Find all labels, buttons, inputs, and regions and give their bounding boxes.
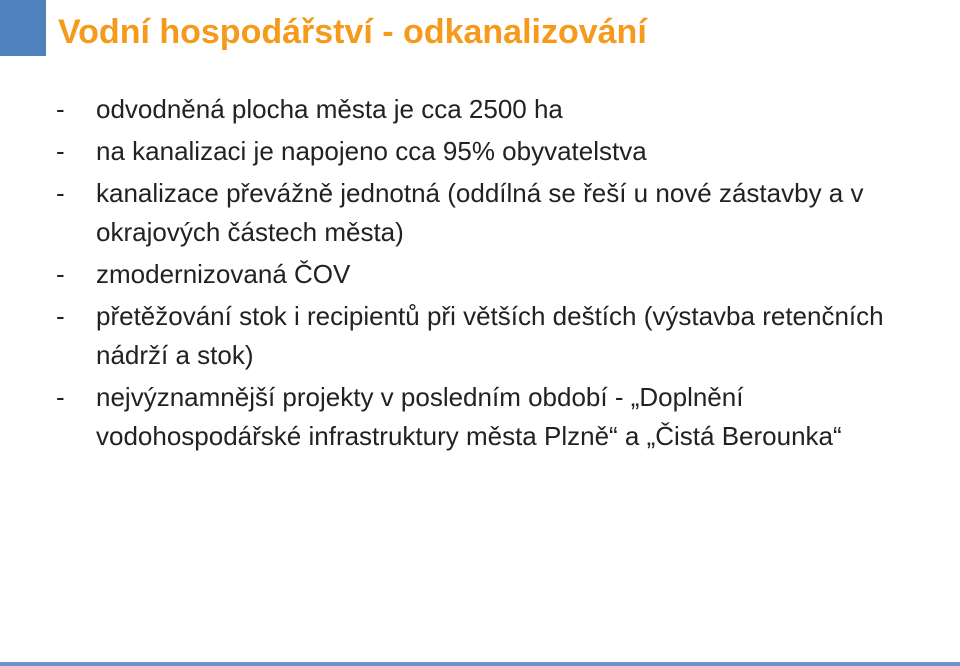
footer-bar <box>0 662 960 666</box>
bullet-dash: - <box>56 259 65 289</box>
bullet-text: zmodernizovaná ČOV <box>96 259 351 289</box>
bullet-item <box>56 378 936 456</box>
bullet-dash: - <box>56 382 65 412</box>
bullet-dash: - <box>56 178 65 208</box>
bullet-item <box>56 174 936 252</box>
bullet-dash: - <box>56 94 65 124</box>
bullet-text: na kanalizaci je napojeno cca 95% obyvatelstva <box>96 136 647 166</box>
bullet-text: odvodněná plocha města je cca 2500 ha <box>96 94 563 124</box>
bullet-item <box>56 132 936 171</box>
bullet-dash: - <box>56 136 65 166</box>
bullet-item <box>56 90 936 129</box>
accent-square <box>0 0 46 56</box>
bullet-text: kanalizace převážně jednotná (oddílná se řeší u nové zástavby a v okrajových částech města) <box>96 178 864 247</box>
bullet-dash: - <box>56 301 65 331</box>
bullet-item <box>56 255 936 294</box>
bullet-item <box>56 297 936 375</box>
slide-title: Vodní hospodářství - odkanalizování <box>58 13 647 51</box>
bullet-text: přetěžování stok i recipientů při větších deštích (výstavba retenčních nádrží a stok) <box>96 301 884 370</box>
bullet-text: nejvýznamnější projekty v posledním období - „Doplnění vodohospodářské infrastruktury města Plzně“ a „Čistá Berounka“ <box>96 382 842 451</box>
bullet-list <box>56 90 936 459</box>
